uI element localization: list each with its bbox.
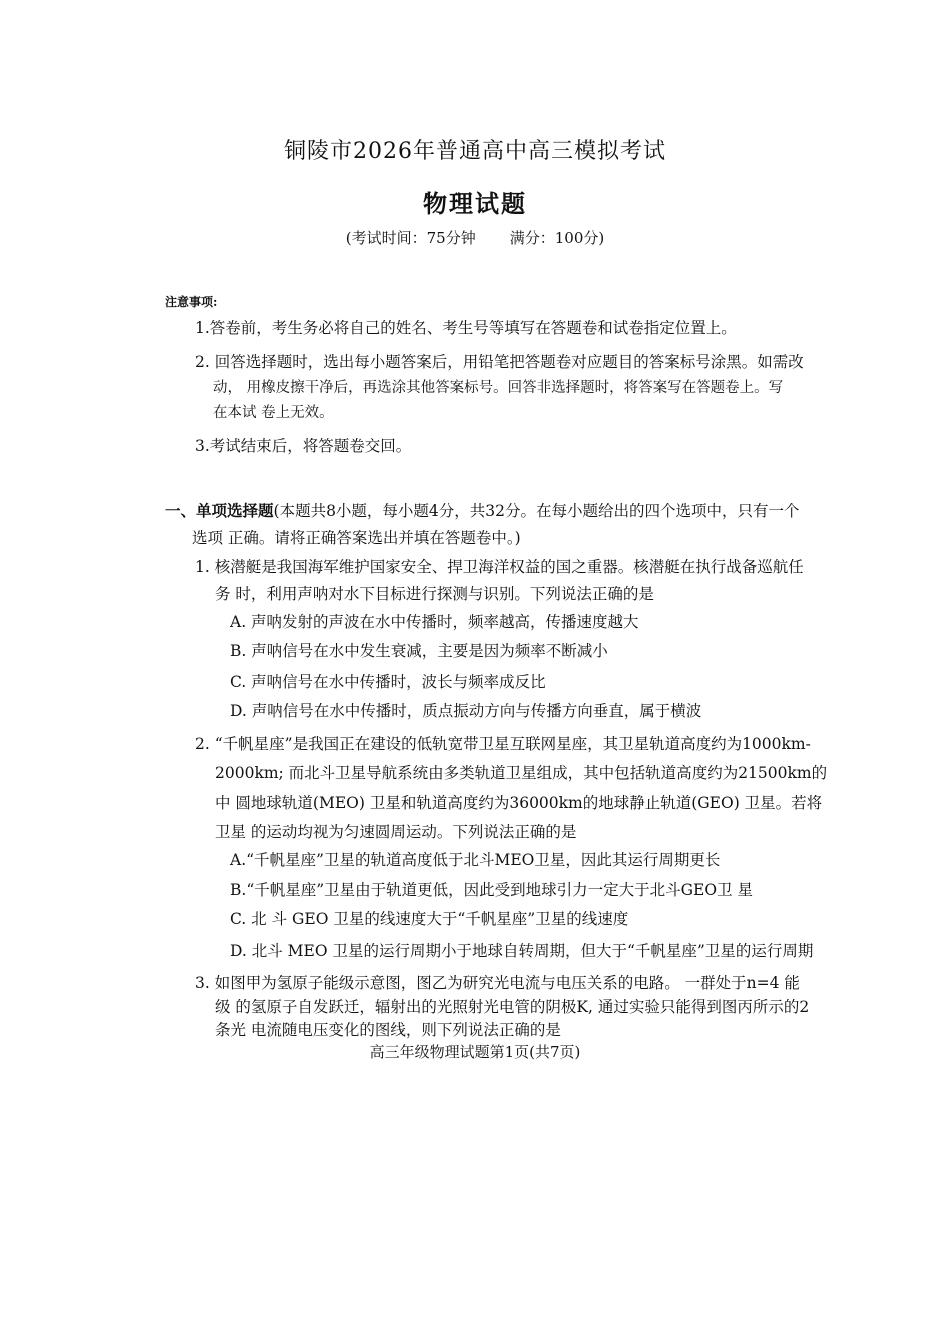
q2-stem-1: 2. “千帆星座”是我国正在建设的低轨宽带卫星互联网星座，其卫星轨道高度约为1000km- bbox=[195, 735, 811, 753]
q1-option-c: C. 声呐信号在水中传播时，波长与频率成反比 bbox=[230, 673, 546, 691]
note-3: 3.考试结束后，将答题卷交回。 bbox=[195, 437, 412, 455]
q3-stem-2: 级 的氢原子自发跃迁，辐射出的光照射光电管的阴极K, 通过实验只能得到图丙所示的2 bbox=[215, 998, 810, 1016]
q2-option-c: C. 北 斗 GEO 卫星的线速度大于“千帆星座”卫星的线速度 bbox=[230, 910, 629, 928]
q2-option-b: B.“千帆星座”卫星由于轨道更低，因此受到地球引力一定大于北斗GEO卫 星 bbox=[230, 881, 753, 899]
section-1-heading bbox=[165, 501, 800, 521]
q1-option-a: A. 声呐发射的声波在水中传播时，频率越高，传播速度越大 bbox=[230, 613, 639, 631]
exam-title: 铜陵市2026年普通高中高三模拟考试 bbox=[284, 139, 666, 164]
subject-title: 物理试题 bbox=[423, 189, 527, 218]
section-1-title: 一、单项选择题 bbox=[165, 501, 274, 520]
q2-option-d: D. 北斗 MEO 卫星的运行周期小于地球自转周期，但大于“千帆星座”卫星的运行周期 bbox=[230, 942, 814, 960]
note-1: 1.答卷前，考生务必将自己的姓名、考生号等填写在答题卷和试卷指定位置上。 bbox=[195, 319, 737, 337]
q3-stem-1: 3. 如图甲为氢原子能级示意图，图乙为研究光电流与电压关系的电路。 一群处于n=4 能 bbox=[195, 974, 800, 992]
note-2-end: 在本试 卷上无效。 bbox=[213, 405, 334, 421]
q1-stem-1: 1. 核潜艇是我国海军维护国家安全、捍卫海洋权益的国之重器。核潜艇在执行战备巡航任 bbox=[195, 558, 804, 576]
q2-option-a: A.“千帆星座”卫星的轨道高度低于北斗MEO卫星，因此其运行周期更长 bbox=[230, 851, 721, 869]
q1-option-b: B. 声呐信号在水中发生衰减，主要是因为频率不断减小 bbox=[230, 642, 608, 660]
section-1-intro: (本题共8小题，每小题4分，共32分。在每小题给出的四个选项中，只有一个 bbox=[273, 502, 800, 520]
note-2-cont: 动， 用橡皮擦干净后，再选涂其他答案标号。回答非选择题时，将答案写在答题卷上。写 bbox=[213, 380, 784, 396]
exam-score: 满分：100分) bbox=[509, 229, 605, 247]
section-1-intro-cont: 选项 正确。请将正确答案选出并填在答题卷中。) bbox=[192, 529, 521, 547]
q1-stem-2: 务 时，利用声呐对水下目标进行探测与识别。下列说法正确的是 bbox=[215, 585, 654, 603]
q3-stem-3: 条光 电流随电压变化的图线，则下列说法正确的是 bbox=[215, 1021, 561, 1039]
q2-stem-2: 2000km; 而北斗卫星导航系统由多类轨道卫星组成，其中包括轨道高度约为21500km的 bbox=[215, 764, 828, 782]
q1-option-d: D. 声呐信号在水中传播时，质点振动方向与传播方向垂直，属于横波 bbox=[230, 702, 702, 720]
q2-stem-3: 中 圆地球轨道(MEO) 卫星和轨道高度约为36000km的地球静止轨道(GEO) 卫星。若将 bbox=[215, 794, 823, 812]
page-footer: 高三年级物理试题第1页(共7页) bbox=[369, 1043, 581, 1061]
q2-stem-4: 卫星 的运动均视为匀速圆周运动。下列说法正确的是 bbox=[215, 823, 577, 841]
exam-info bbox=[0, 227, 950, 248]
notes-heading: 注意事项: bbox=[165, 295, 218, 309]
note-2: 2. 回答选择题时，选出每小题答案后，用铅笔把答题卷对应题目的答案标号涂黑。如需改 bbox=[195, 353, 804, 371]
exam-time: (考试时间：75分钟 bbox=[345, 229, 476, 247]
